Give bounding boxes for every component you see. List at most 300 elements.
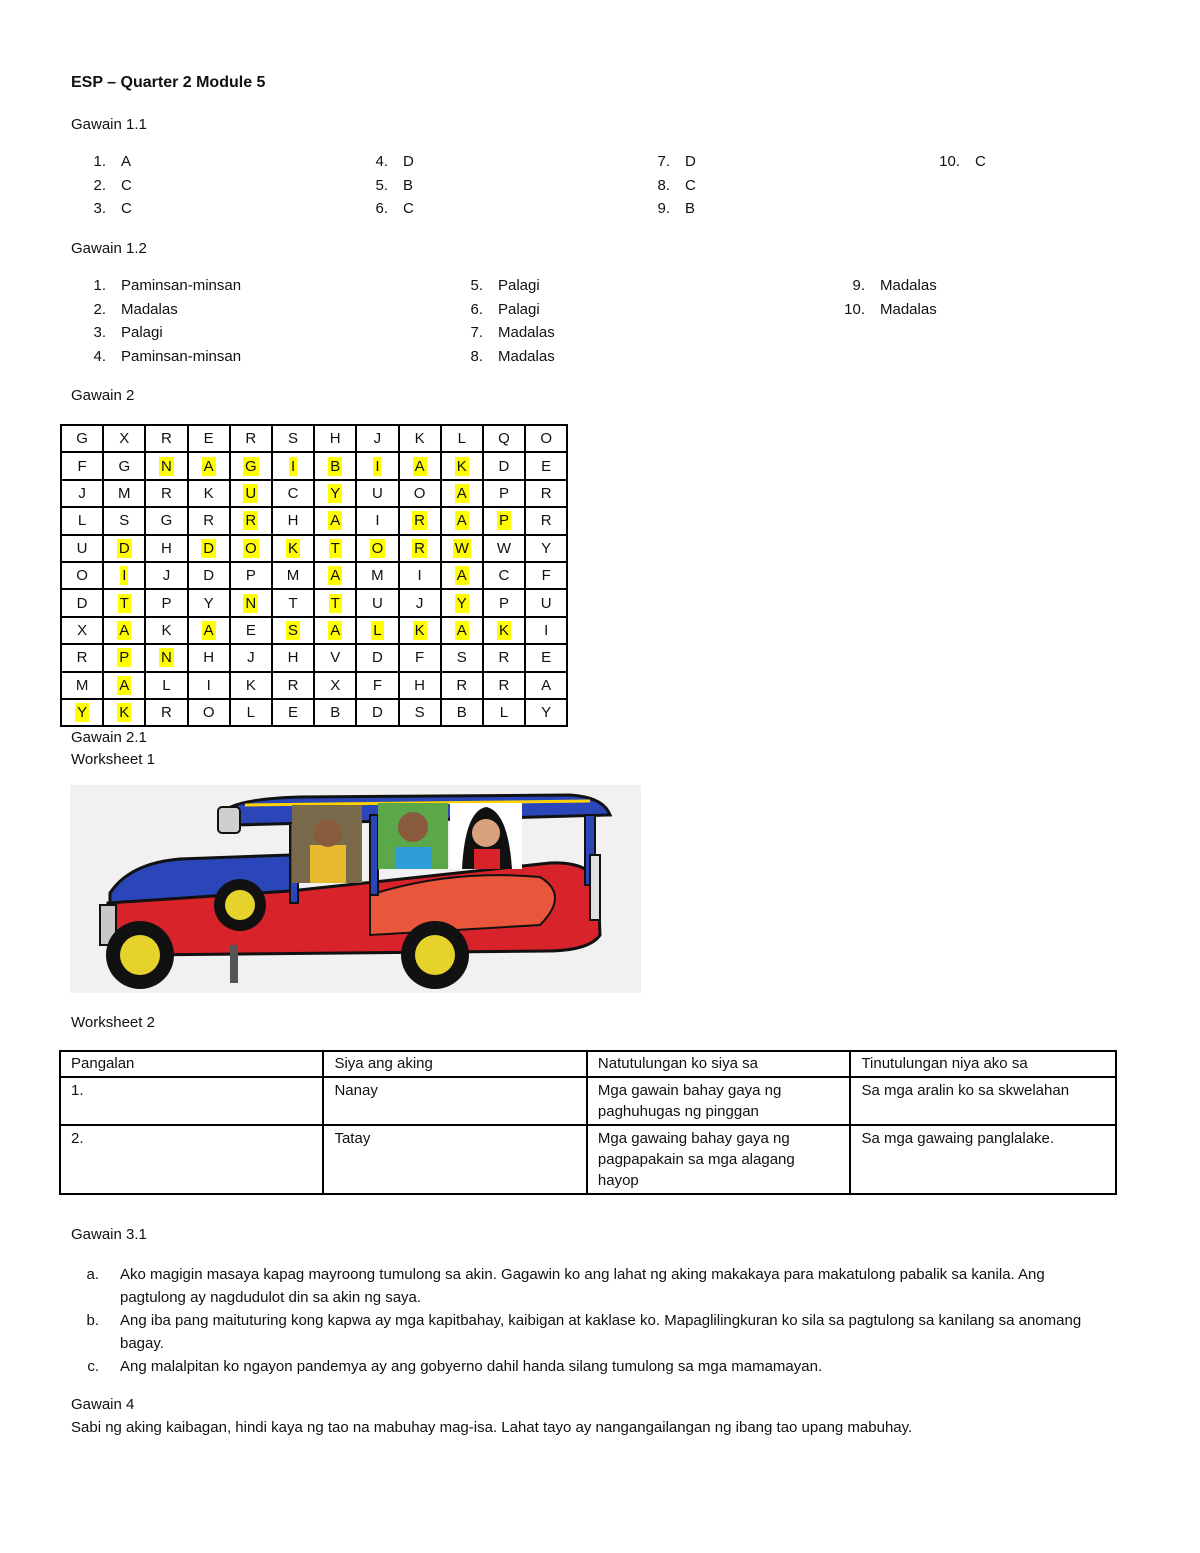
grid-cell [103, 507, 145, 534]
grid-cell [356, 672, 398, 699]
grid-cell [399, 672, 441, 699]
grid-cell [103, 699, 145, 726]
grid-letter: K [288, 539, 299, 557]
grid-cell [441, 507, 483, 534]
grid-row [61, 507, 567, 534]
grid-row [61, 589, 567, 616]
grid-letter: R [540, 484, 552, 502]
table-cell: Mga gawain bahay gaya ng paghuhugas ng pinggan [587, 1077, 851, 1125]
grid-letter: Y [456, 594, 467, 612]
grid-cell [188, 562, 230, 589]
grid-cell [188, 425, 230, 452]
grid-cell [145, 617, 187, 644]
grid-letter: T [330, 594, 340, 612]
grid-cell [483, 699, 525, 726]
grid-letter: R [161, 430, 172, 448]
grid-cell [230, 699, 272, 726]
grid-row [61, 425, 567, 452]
grid-cell [103, 589, 145, 616]
grid-row [61, 672, 567, 699]
list-item: a. Ako magigin masaya kapag mayroong tumulong sa akin. Gagawin ko ang lahat ng aking makakaya para makatulong pabalik sa kanila. Ang pagtulong ay nagdudulot din sa akin ng saya. [86, 1266, 1045, 1306]
list-item: b. Ang iba pang maituturing kong kapwa ay mga kapitbahay, kaibigan at kaklase ko. Mapaglilingkuran ko sila sa pagtulong sa kanilang sa anomang bagay. [86, 1312, 1082, 1352]
grid-letter: U [371, 594, 383, 612]
grid-cell [145, 562, 187, 589]
grid-row [61, 535, 567, 562]
grid-cell [230, 452, 272, 479]
grid-letter: I [122, 567, 127, 585]
grid-cell [314, 507, 356, 534]
grid-cell [61, 452, 103, 479]
grid-cell [61, 699, 103, 726]
grid-cell [61, 672, 103, 699]
grid-letter: I [375, 457, 380, 475]
grid-letter: G [160, 512, 173, 530]
table-cell: Tatay [323, 1125, 586, 1194]
grid-cell [399, 507, 441, 534]
grid-letter: A [456, 512, 467, 530]
grid-letter: E [203, 430, 214, 448]
grid-cell [188, 452, 230, 479]
list-item: 1. A [93, 153, 132, 170]
grid-letter: R [161, 484, 172, 502]
grid-cell [441, 699, 483, 726]
grid-cell [145, 480, 187, 507]
grid-letter: S [456, 649, 467, 667]
table-header-row [60, 1051, 1116, 1077]
grid-cell [525, 699, 567, 726]
gawain-4-heading: Gawain 4 [71, 1396, 135, 1413]
grid-cell [356, 480, 398, 507]
grid-letter: C [287, 484, 299, 502]
grid-letter: W [454, 539, 469, 557]
grid-cell [356, 589, 398, 616]
grid-letter: U [76, 539, 88, 557]
grid-cell [188, 535, 230, 562]
grid-cell [230, 644, 272, 671]
list-item: 3. Palagi [93, 324, 163, 341]
grid-letter: X [330, 676, 341, 694]
grid-letter: K [245, 676, 256, 694]
grid-letter: U [540, 594, 552, 612]
grid-letter: E [541, 649, 552, 667]
grid-letter: M [75, 676, 89, 694]
grid-cell [399, 535, 441, 562]
jeepney-photo [70, 785, 641, 993]
grid-letter: L [246, 704, 256, 722]
grid-letter: K [498, 621, 509, 639]
table-cell: 2. [60, 1125, 323, 1194]
grid-letter: P [161, 594, 172, 612]
grid-letter: U [371, 484, 383, 502]
grid-letter: A [330, 621, 341, 639]
grid-letter: I [417, 567, 422, 585]
table-row [60, 1125, 1116, 1194]
grid-letter: K [414, 621, 425, 639]
grid-cell [230, 507, 272, 534]
gawain-3-1-list [50, 1263, 1100, 1378]
grid-cell [441, 672, 483, 699]
grid-cell [272, 589, 314, 616]
grid-cell [272, 617, 314, 644]
grid-letter: R [540, 512, 552, 530]
grid-cell [145, 535, 187, 562]
grid-cell [103, 425, 145, 452]
grid-letter: O [245, 539, 257, 557]
header-cell: Natutulungan ko siya sa [587, 1051, 851, 1077]
grid-cell [441, 425, 483, 452]
grid-letter: M [371, 567, 384, 585]
grid-letter: H [287, 512, 299, 530]
grid-letter: T [288, 594, 298, 612]
word-search-grid [60, 424, 568, 727]
grid-cell [103, 617, 145, 644]
grid-cell [399, 452, 441, 479]
grid-cell [441, 644, 483, 671]
grid-cell [272, 425, 314, 452]
grid-cell [272, 562, 314, 589]
grid-cell [272, 672, 314, 699]
grid-cell [145, 699, 187, 726]
gawain-1-1-heading: Gawain 1.1 [71, 116, 147, 133]
grid-letter: J [78, 484, 86, 502]
grid-letter: R [245, 430, 257, 448]
grid-cell [230, 672, 272, 699]
grid-letter: P [498, 594, 509, 612]
grid-letter: I [544, 621, 549, 639]
grid-cell [356, 644, 398, 671]
grid-letter: Q [498, 430, 510, 448]
grid-letter: K [161, 621, 172, 639]
grid-cell [103, 644, 145, 671]
grid-letter: Y [77, 704, 88, 722]
grid-cell [399, 562, 441, 589]
grid-letter: S [288, 430, 299, 448]
grid-row [61, 699, 567, 726]
grid-letter: J [373, 430, 382, 448]
grid-cell [188, 507, 230, 534]
grid-cell [483, 562, 525, 589]
grid-cell [61, 617, 103, 644]
grid-cell [441, 535, 483, 562]
grid-letter: A [119, 621, 130, 639]
grid-letter: R [245, 512, 257, 530]
grid-letter: S [414, 704, 425, 722]
grid-cell [483, 644, 525, 671]
grid-cell [525, 480, 567, 507]
grid-cell [399, 644, 441, 671]
grid-cell [525, 617, 567, 644]
grid-cell [230, 480, 272, 507]
grid-letter: V [330, 649, 341, 667]
grid-letter: Y [541, 704, 552, 722]
grid-letter: P [498, 512, 509, 530]
grid-letter: L [77, 512, 87, 530]
grid-cell [399, 589, 441, 616]
grid-cell [356, 617, 398, 644]
grid-letter: T [119, 594, 129, 612]
grid-letter: R [414, 539, 426, 557]
grid-letter: D [203, 567, 215, 585]
grid-cell [145, 425, 187, 452]
grid-row [61, 644, 567, 671]
grid-letter: W [496, 539, 512, 557]
grid-cell [103, 452, 145, 479]
grid-cell [272, 452, 314, 479]
grid-cell [399, 480, 441, 507]
grid-cell [188, 589, 230, 616]
grid-letter: P [498, 484, 509, 502]
grid-cell [314, 452, 356, 479]
grid-cell [314, 672, 356, 699]
grid-cell [272, 699, 314, 726]
grid-letter: J [415, 594, 424, 612]
grid-cell [103, 480, 145, 507]
grid-letter: H [414, 676, 426, 694]
grid-letter: I [206, 676, 211, 694]
grid-cell [525, 535, 567, 562]
grid-cell [483, 425, 525, 452]
gawain-2-heading: Gawain 2 [71, 387, 135, 404]
grid-letter: H [287, 649, 299, 667]
table-row [60, 1077, 1116, 1125]
grid-letter: Y [330, 484, 341, 502]
grid-cell [61, 589, 103, 616]
worksheet-2-heading: Worksheet 2 [71, 1014, 155, 1031]
jeepney-illustration [70, 785, 641, 993]
gawain-1-2-col-3 [830, 274, 937, 321]
grid-letter: O [76, 567, 88, 585]
list-item: 7. D [657, 153, 696, 170]
grid-letter: X [119, 430, 130, 448]
document-title: ESP – Quarter 2 Module 5 [71, 74, 266, 91]
grid-cell [525, 562, 567, 589]
grid-cell [314, 617, 356, 644]
grid-letter: I [375, 512, 380, 530]
grid-cell [61, 480, 103, 507]
gawain-1-1-col-1 [71, 150, 132, 221]
grid-cell [272, 644, 314, 671]
grid-letter: G [245, 457, 257, 475]
grid-letter: A [203, 457, 214, 475]
grid-cell [314, 589, 356, 616]
grid-cell [230, 562, 272, 589]
grid-letter: E [245, 621, 256, 639]
grid-cell [399, 617, 441, 644]
list-item: 4. Paminsan-minsan [93, 347, 242, 365]
list-item: 6. C [375, 200, 414, 217]
grid-letter: R [287, 676, 299, 694]
grid-letter: L [499, 704, 509, 722]
list-item: 10. C [939, 153, 986, 170]
grid-cell [272, 535, 314, 562]
grid-cell [441, 480, 483, 507]
grid-cell [314, 644, 356, 671]
grid-cell [483, 672, 525, 699]
gawain-1-1-col-4 [925, 150, 986, 174]
grid-letter: R [76, 649, 88, 667]
grid-letter: R [161, 704, 172, 722]
grid-letter: M [118, 484, 131, 502]
list-item: 5. Palagi [470, 277, 540, 294]
header-cell: Pangalan [60, 1051, 323, 1077]
grid-cell [188, 480, 230, 507]
grid-cell [441, 562, 483, 589]
grid-cell [441, 617, 483, 644]
list-item: 7. Madalas [470, 324, 555, 341]
grid-row [61, 617, 567, 644]
grid-cell [441, 589, 483, 616]
worksheet-2-table [59, 1050, 1117, 1195]
grid-cell [272, 480, 314, 507]
grid-cell [314, 535, 356, 562]
grid-cell [230, 425, 272, 452]
grid-cell [356, 535, 398, 562]
grid-cell [61, 535, 103, 562]
grid-letter: P [245, 567, 256, 585]
grid-letter: H [329, 430, 341, 448]
grid-letter: A [414, 457, 425, 475]
grid-letter: H [203, 649, 215, 667]
grid-cell [483, 617, 525, 644]
grid-letter: D [118, 539, 130, 557]
grid-letter: A [541, 676, 552, 694]
gawain-2-1-heading: Gawain 2.1 [71, 729, 147, 746]
header-cell: Siya ang aking [323, 1051, 586, 1077]
grid-cell [525, 452, 567, 479]
grid-letter: N [161, 457, 172, 475]
grid-letter: B [456, 704, 467, 722]
grid-letter: J [247, 649, 255, 667]
worksheet-1-label: Worksheet 1 [71, 751, 155, 768]
grid-cell [188, 617, 230, 644]
grid-letter: O [202, 704, 215, 722]
grid-cell [145, 644, 187, 671]
list-item: 5. B [375, 176, 414, 194]
gawain-1-1-col-3 [635, 150, 696, 221]
grid-cell [399, 699, 441, 726]
grid-cell [272, 507, 314, 534]
grid-letter: G [118, 457, 131, 475]
grid-cell [61, 425, 103, 452]
grid-letter: R [456, 676, 468, 694]
gawain-1-2-col-2 [448, 274, 555, 368]
list-item: 10. Madalas [844, 300, 937, 318]
grid-letter: A [119, 676, 130, 694]
grid-letter: G [76, 430, 88, 448]
grid-letter: A [456, 484, 467, 502]
grid-cell [188, 699, 230, 726]
grid-letter: A [203, 621, 214, 639]
grid-letter: E [541, 457, 552, 475]
grid-letter: S [288, 621, 299, 639]
list-item: 8. C [657, 176, 696, 194]
grid-cell [483, 535, 525, 562]
list-item: 4. D [375, 153, 414, 170]
grid-letter: R [498, 649, 510, 667]
grid-cell [525, 425, 567, 452]
grid-cell [356, 699, 398, 726]
grid-letter: A [330, 512, 341, 530]
grid-letter: F [415, 649, 425, 667]
grid-cell [356, 507, 398, 534]
header-cell: Tinutulungan niya ako sa [850, 1051, 1116, 1077]
grid-letter: O [540, 430, 552, 448]
list-item: 8. Madalas [470, 347, 555, 365]
grid-cell [314, 562, 356, 589]
grid-cell [188, 672, 230, 699]
grid-row [61, 562, 567, 589]
grid-cell [145, 507, 187, 534]
gawain-4-text: Sabi ng aking kaibagan, hindi kaya ng tao na mabuhay mag-isa. Lahat tayo ay nangangailangan ng ibang tao upang mabuhay. [71, 1419, 913, 1436]
grid-letter: B [330, 704, 341, 722]
table-cell: Mga gawaing bahay gaya ng pagpapakain sa mga alagang hayop [587, 1125, 851, 1194]
grid-cell [314, 425, 356, 452]
grid-letter: F [77, 457, 87, 475]
grid-cell [525, 589, 567, 616]
grid-cell [399, 425, 441, 452]
grid-cell [356, 452, 398, 479]
grid-row [61, 480, 567, 507]
table-cell: Sa mga gawaing panglalake. [850, 1125, 1116, 1194]
grid-cell [483, 480, 525, 507]
grid-letter: B [330, 457, 341, 475]
grid-cell [314, 480, 356, 507]
grid-letter: X [77, 621, 88, 639]
list-item: 2. C [93, 176, 132, 194]
gawain-3-1-heading: Gawain 3.1 [71, 1226, 147, 1243]
table-cell: 1. [60, 1077, 323, 1125]
grid-letter: D [371, 704, 383, 722]
gawain-1-1-col-2 [353, 150, 414, 221]
grid-letter: S [119, 512, 130, 530]
grid-cell [483, 507, 525, 534]
grid-cell [483, 452, 525, 479]
grid-letter: T [330, 539, 340, 557]
grid-row [61, 452, 567, 479]
grid-letter: K [203, 484, 214, 502]
table-cell: Nanay [323, 1077, 586, 1125]
grid-letter: I [290, 457, 296, 475]
grid-cell [441, 452, 483, 479]
grid-cell [230, 589, 272, 616]
grid-letter: C [498, 567, 510, 585]
grid-letter: R [498, 676, 510, 694]
grid-letter: J [162, 567, 171, 585]
grid-letter: P [119, 649, 130, 667]
list-item: 9. B [657, 200, 696, 217]
grid-letter: D [76, 594, 88, 612]
list-item: c. Ang malalpitan ko ngayon pandemya ay ang gobyerno dahil handa silang tumulong sa mga mamamayan. [87, 1358, 823, 1375]
grid-letter: K [456, 457, 467, 475]
grid-cell [314, 699, 356, 726]
grid-cell [356, 425, 398, 452]
grid-cell [230, 535, 272, 562]
grid-letter: D [203, 539, 215, 557]
grid-cell [61, 644, 103, 671]
list-item: 2. Madalas [93, 300, 178, 318]
grid-cell [145, 672, 187, 699]
table-cell: Sa mga aralin ko sa skwelahan [850, 1077, 1116, 1125]
grid-cell [525, 672, 567, 699]
grid-cell [230, 617, 272, 644]
grid-cell [61, 562, 103, 589]
gawain-1-2-col-1 [71, 274, 241, 368]
grid-letter: D [498, 457, 510, 475]
grid-letter: Y [203, 594, 214, 612]
grid-letter: N [245, 594, 257, 612]
grid-letter: L [162, 676, 171, 694]
grid-letter: L [457, 430, 466, 448]
